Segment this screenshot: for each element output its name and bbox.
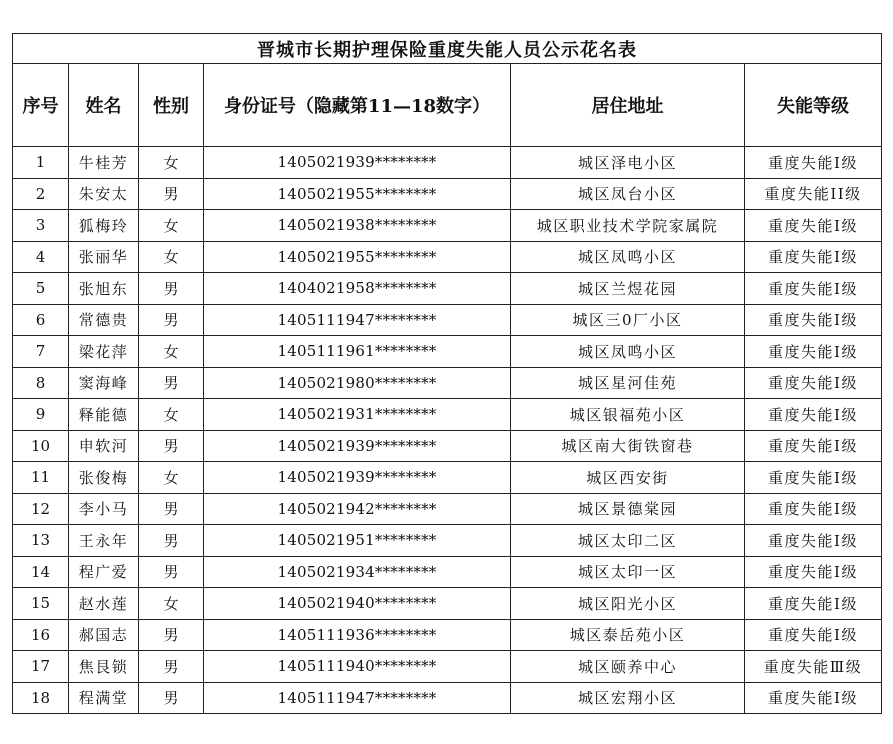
cell-gender: 男 xyxy=(139,178,204,210)
table-row xyxy=(13,493,882,525)
cell-level: 重度失能Ⅰ级 xyxy=(745,367,882,399)
cell-no: 6 xyxy=(13,304,69,336)
table-row xyxy=(13,619,882,651)
cell-gender: 男 xyxy=(139,525,204,557)
cell-name: 焦艮锁 xyxy=(69,651,139,683)
table-row xyxy=(13,462,882,494)
cell-id: 1405021939******** xyxy=(204,462,511,494)
cell-name: 张俊梅 xyxy=(69,462,139,494)
cell-gender: 男 xyxy=(139,304,204,336)
cell-level: 重度失能Ⅰ级 xyxy=(745,273,882,305)
cell-gender: 女 xyxy=(139,336,204,368)
cell-gender: 女 xyxy=(139,147,204,179)
cell-name: 张丽华 xyxy=(69,241,139,273)
cell-no: 7 xyxy=(13,336,69,368)
cell-gender: 女 xyxy=(139,588,204,620)
cell-id: 1405021951******** xyxy=(204,525,511,557)
header-gender: 性别 xyxy=(139,64,204,147)
cell-address: 城区兰煜花园 xyxy=(511,273,745,305)
title-row xyxy=(13,34,882,64)
cell-no: 16 xyxy=(13,619,69,651)
cell-address: 城区三0厂小区 xyxy=(511,304,745,336)
cell-gender: 男 xyxy=(139,682,204,714)
cell-address: 城区职业技术学院家属院 xyxy=(511,210,745,242)
cell-level: 重度失能Ⅰ级 xyxy=(745,619,882,651)
table-row xyxy=(13,367,882,399)
cell-level: 重度失能Ⅰ级 xyxy=(745,462,882,494)
cell-id: 1405111940******** xyxy=(204,651,511,683)
table-body xyxy=(13,34,882,714)
cell-address: 城区泽电小区 xyxy=(511,147,745,179)
cell-id: 1405021939******** xyxy=(204,430,511,462)
cell-gender: 女 xyxy=(139,462,204,494)
cell-address: 城区泰岳苑小区 xyxy=(511,619,745,651)
header-name: 姓名 xyxy=(69,64,139,147)
cell-level: 重度失能Ⅰ级 xyxy=(745,588,882,620)
cell-id: 1405111936******** xyxy=(204,619,511,651)
table-row xyxy=(13,430,882,462)
cell-level: 重度失能Ⅰ级 xyxy=(745,682,882,714)
table-row xyxy=(13,273,882,305)
table-row xyxy=(13,525,882,557)
cell-address: 城区银福苑小区 xyxy=(511,399,745,431)
cell-no: 9 xyxy=(13,399,69,431)
cell-level: 重度失能Ⅰ级 xyxy=(745,493,882,525)
cell-address: 城区宏翔小区 xyxy=(511,682,745,714)
cell-level: 重度失能Ⅰ级 xyxy=(745,336,882,368)
cell-level: 重度失能Ⅰ级 xyxy=(745,241,882,273)
cell-gender: 男 xyxy=(139,430,204,462)
cell-no: 12 xyxy=(13,493,69,525)
table-title: 晋城市长期护理保险重度失能人员公示花名表 xyxy=(13,34,882,64)
cell-level: 重度失能Ⅰ级 xyxy=(745,556,882,588)
header-address: 居住地址 xyxy=(511,64,745,147)
cell-level: 重度失能Ⅰ级 xyxy=(745,304,882,336)
cell-gender: 男 xyxy=(139,651,204,683)
cell-gender: 女 xyxy=(139,399,204,431)
cell-address: 城区凤鸣小区 xyxy=(511,241,745,273)
cell-address: 城区星河佳苑 xyxy=(511,367,745,399)
cell-name: 梁花萍 xyxy=(69,336,139,368)
header-row xyxy=(13,64,882,147)
table-row xyxy=(13,588,882,620)
cell-level: 重度失能Ⅰ级 xyxy=(745,525,882,557)
cell-id: 1405111961******** xyxy=(204,336,511,368)
cell-no: 2 xyxy=(13,178,69,210)
cell-no: 8 xyxy=(13,367,69,399)
table-row xyxy=(13,682,882,714)
cell-level: 重度失能Ⅰ级 xyxy=(745,430,882,462)
table-row xyxy=(13,336,882,368)
cell-no: 10 xyxy=(13,430,69,462)
cell-id: 1405021980******** xyxy=(204,367,511,399)
cell-no: 5 xyxy=(13,273,69,305)
cell-id: 1405111947******** xyxy=(204,682,511,714)
cell-name: 郝国志 xyxy=(69,619,139,651)
cell-address: 城区西安街 xyxy=(511,462,745,494)
cell-address: 城区凤鸣小区 xyxy=(511,336,745,368)
cell-name: 申软河 xyxy=(69,430,139,462)
table-row xyxy=(13,651,882,683)
cell-name: 王永年 xyxy=(69,525,139,557)
header-level: 失能等级 xyxy=(745,64,882,147)
cell-id: 1405021955******** xyxy=(204,241,511,273)
cell-name: 牛桂芳 xyxy=(69,147,139,179)
cell-id: 1404021958******** xyxy=(204,273,511,305)
cell-name: 朱安太 xyxy=(69,178,139,210)
cell-level: 重度失能Ⅲ级 xyxy=(745,651,882,683)
cell-name: 狐梅玲 xyxy=(69,210,139,242)
cell-level: 重度失能Ⅰ级 xyxy=(745,210,882,242)
table-row xyxy=(13,178,882,210)
cell-id: 1405021939******** xyxy=(204,147,511,179)
cell-gender: 男 xyxy=(139,619,204,651)
cell-level: 重度失能II级 xyxy=(745,178,882,210)
cell-gender: 男 xyxy=(139,367,204,399)
header-id: 身份证号（隐藏第11—18数字） xyxy=(204,64,511,147)
cell-address: 城区太印一区 xyxy=(511,556,745,588)
cell-name: 窦海峰 xyxy=(69,367,139,399)
cell-level: 重度失能Ⅰ级 xyxy=(745,147,882,179)
cell-id: 1405021934******** xyxy=(204,556,511,588)
table-row xyxy=(13,556,882,588)
table-row xyxy=(13,241,882,273)
cell-address: 城区颐养中心 xyxy=(511,651,745,683)
cell-no: 14 xyxy=(13,556,69,588)
cell-id: 1405021940******** xyxy=(204,588,511,620)
cell-level: 重度失能Ⅰ级 xyxy=(745,399,882,431)
cell-address: 城区凤台小区 xyxy=(511,178,745,210)
cell-name: 程广爱 xyxy=(69,556,139,588)
cell-no: 1 xyxy=(13,147,69,179)
cell-id: 1405021938******** xyxy=(204,210,511,242)
cell-id: 1405111947******** xyxy=(204,304,511,336)
cell-address: 城区阳光小区 xyxy=(511,588,745,620)
cell-no: 3 xyxy=(13,210,69,242)
table-row xyxy=(13,399,882,431)
document xyxy=(12,33,882,714)
cell-name: 张旭东 xyxy=(69,273,139,305)
table-row xyxy=(13,147,882,179)
cell-gender: 男 xyxy=(139,493,204,525)
cell-name: 释能德 xyxy=(69,399,139,431)
cell-name: 常德贵 xyxy=(69,304,139,336)
cell-gender: 女 xyxy=(139,241,204,273)
table-row xyxy=(13,304,882,336)
cell-no: 15 xyxy=(13,588,69,620)
cell-id: 1405021931******** xyxy=(204,399,511,431)
cell-name: 赵水莲 xyxy=(69,588,139,620)
cell-address: 城区南大街铁窗巷 xyxy=(511,430,745,462)
cell-address: 城区景德棠园 xyxy=(511,493,745,525)
cell-id: 1405021942******** xyxy=(204,493,511,525)
cell-no: 4 xyxy=(13,241,69,273)
cell-no: 13 xyxy=(13,525,69,557)
cell-id: 1405021955******** xyxy=(204,178,511,210)
cell-no: 17 xyxy=(13,651,69,683)
cell-name: 程满堂 xyxy=(69,682,139,714)
cell-no: 18 xyxy=(13,682,69,714)
header-no: 序号 xyxy=(13,64,69,147)
cell-name: 李小马 xyxy=(69,493,139,525)
table-row xyxy=(13,210,882,242)
cell-no: 11 xyxy=(13,462,69,494)
cell-address: 城区太印二区 xyxy=(511,525,745,557)
cell-gender: 男 xyxy=(139,273,204,305)
cell-gender: 女 xyxy=(139,210,204,242)
roster-table xyxy=(12,33,882,714)
cell-gender: 男 xyxy=(139,556,204,588)
